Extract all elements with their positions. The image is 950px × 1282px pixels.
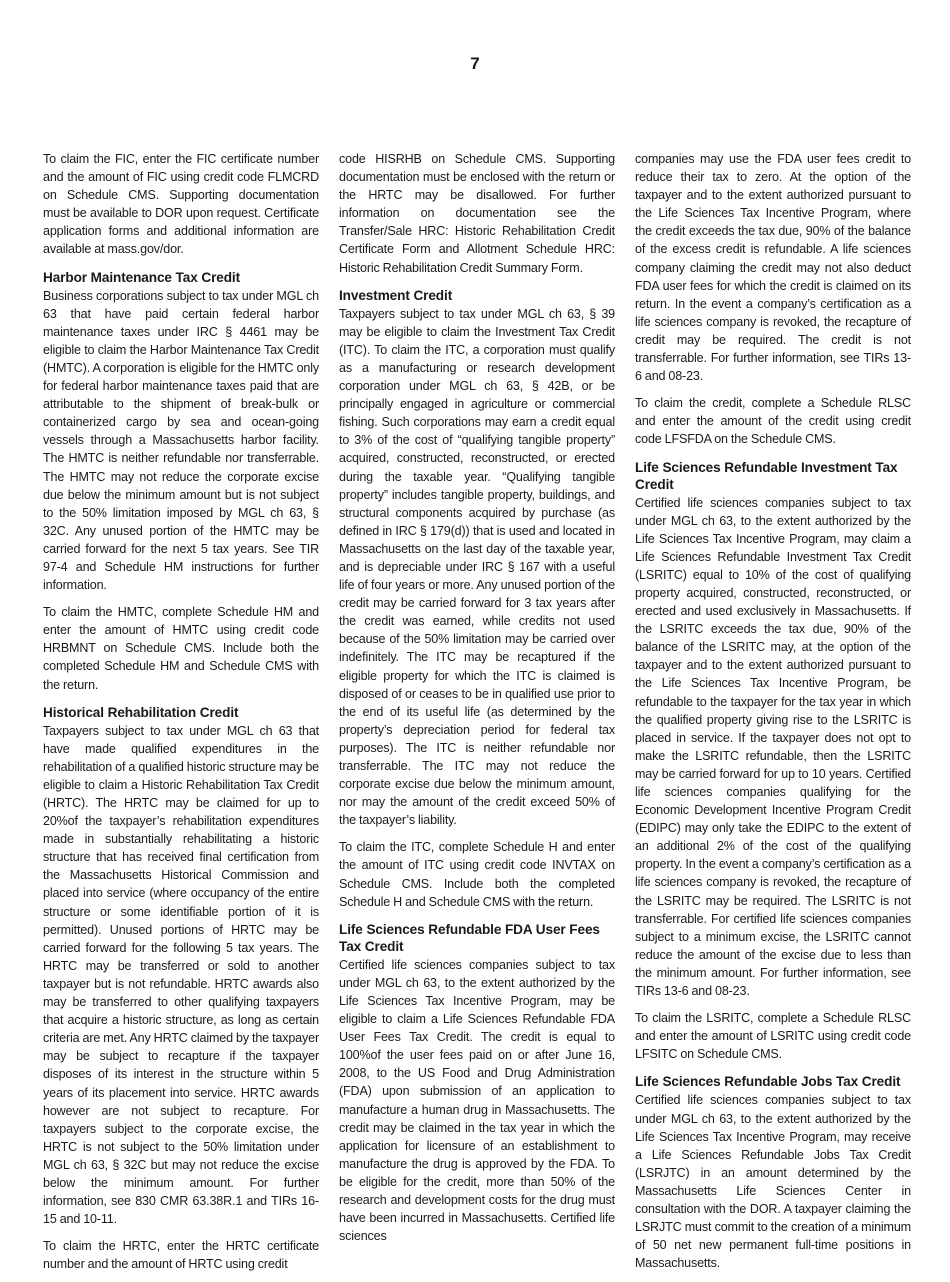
paragraph: code HISRHB on Schedule CMS. Supporting documentation must be enclosed with the return or the HRTC may be disallowed. For further information on documentation see the Transfer/Sale HRC: Historic Rehabilitation Credit Certificate Form and Allotment Schedule HRC: Historic Rehabilitation Credit Summary Form. (339, 152, 615, 275)
column-2 (339, 150, 615, 1254)
page-number: 7 (470, 54, 480, 73)
paragraph: To claim the HRTC, enter the HRTC certificate number and the amount of HRTC using credit (43, 1239, 319, 1272)
paragraph: Certified life sciences companies subject to tax under MGL ch 63, to the extent authorized by the Life Sciences Tax Incentive Program, may claim a Life Sciences Refundable Investment Tax Credit (LSRITC) equal to 10% of the cost of qualifying property acquired, constructed, reconstructed, or erected and used exclusively in Massachusetts. If the LSRITC exceeds the tax due, 90% of the balance of the LSRITC may, at the option of the taxpayer and to the extent authorized pursuant to the Life Sciences Tax Incentive Program, be refundable to the taxpayer for the tax year in which the qualified property giving rise to the LSRITC is placed in service. If the taxpayer does not opt to make the LSRITC refundable, then the LSRITC may be carried forward for up to 10 years. Certified life sciences companies qualifying for the Economic Development Incentive Program Credit (EDIPC) may only take the EDIPC to the extent of an additional 2% of the cost of the qualifying property. In the event a company’s certification as a life sciences company is revoked, the recapture of the LSRITC may be required. The LSRITC is not transferrable. For certified life sciences companies subject to a minimum excise, the LSRITC cannot reduce the amount of the excise due to less than the minimum amount. For further information, see TIRs 13-6 and 08-23. (635, 495, 911, 999)
paragraph: Certified life sciences companies subject to tax under MGL ch 63, to the extent authorized by the Life Sciences Tax Incentive Program, may be eligible to claim a Life Sciences Refundable FDA User Fees Tax Credit. The credit is equal to 100%of the user fees paid on or after June 16, 2008, to the US Food and Drug Administration (FDA) upon submission of an application to manufacture a human drug in Massachusetts. The credit may be claimed in the tax year in which the application for licensure of an establishment to manufacture the drug is approved by the FDA. To be eligible for the credit, more than 50% of the research and development costs for the drug must have been incurred in Massachusetts. Certified life sciences (339, 957, 615, 1244)
paragraph: Certified life sciences companies subject to tax under MGL ch 63, to the extent authorized by the Life Sciences Tax Incentive Program, may receive a Life Sciences Refundable Jobs Tax Credit (LSRJTC) in an amount determined by the Massachusetts Life Sciences Center in consultation with the DOR. A taxpayer claiming the LSRJTC must commit to the creation of a minimum of 50 net new permanent full-time positions in Massachusetts. (635, 1093, 911, 1271)
column-1 (43, 150, 319, 1282)
section-heading: Harbor Maintenance Tax Credit (43, 269, 241, 285)
paragraph: To claim the credit, complete a Schedule RLSC and enter the amount of the credit using credit code LFSFDA on the Schedule CMS. (635, 396, 911, 447)
section-heading: Life Sciences Refundable Jobs Tax Credit (635, 1074, 901, 1090)
column-3 (635, 150, 911, 1281)
paragraph: To claim the HMTC, complete Schedule HM and enter the amount of HMTC using credit code HRBMNT on Schedule CMS. Include both the completed Schedule HM and Schedule CMS with the return. (43, 605, 319, 692)
section-heading: Life Sciences Refundable Investment Tax Credit (635, 459, 898, 492)
section-heading: Investment Credit (339, 287, 453, 303)
paragraph: companies may use the FDA user fees credit to reduce their tax to zero. At the option of the taxpayer and to the extent authorized pursuant to the Life Sciences Tax Incentive Program, where the credit exceeds the tax due, 90% of the balance of the excess credit is refundable. A life sciences company claiming the credit may not also deduct FDA user fees for which the credit is claimed on its return. In the event a company’s certification as a life sciences company is revoked, the recapture of credit may be required. The credit is not transferrable. For further information, see TIRs 13-6 and 08-23. (635, 152, 911, 384)
paragraph: To claim the ITC, complete Schedule H and enter the amount of ITC using credit code INVTAX on Schedule CMS. Include both the completed Schedule H and Schedule CMS with the return. (339, 840, 615, 909)
paragraph: To claim the FIC, enter the FIC certificate number and the amount of FIC using credit code FLMCRD on Schedule CMS. Supporting documentation must be available to DOR upon request. Certificate application forms and additional information are available at mass.gov/dor. (43, 152, 319, 257)
paragraph: Taxpayers subject to tax under MGL ch 63 that have made qualified expenditures in the rehabilitation of a qualified historic structure may be eligible to claim a Historic Rehabilitation Tax Credit (HRTC). The HRTC may be claimed for up to 20%of the taxpayer’s rehabilitation expenditures made in substantially rehabilitating a historic structure that has received final certification from the Massachusetts Historical Commission and placed into service (where occupancy of the entire structure or some identifiable portion of it is permitted). Unused portions of HRTC may be carried forward for the following 5 tax years. The HRTC may be transferred or sold to another taxpayer but is not refundable. HRTC awards also may be transferred to other qualifying taxpayers that acquire a historic structure, as long as certain criteria are met. Any HRTC claimed by the taxpayer may be subject to recapture if the taxpayer disposes of its interest in the structure within 5 years of its placement into service. HRTC awards however are not subject to recapture. For taxpayers subject to the corporate excise, the HRTC is not subject to the 50% limitation under MGL ch 63, § 32C but may not reduce the excise below the minimum amount. For further information, see 830 CMR 63.38R.1 and TIRs 16-15 and 10-11. (43, 723, 319, 1227)
section-heading: Life Sciences Refundable FDA User Fees Tax Credit (339, 921, 600, 954)
paragraph: To claim the LSRITC, complete a Schedule RLSC and enter the amount of LSRITC using credit code LFSITC on Schedule CMS. (635, 1011, 911, 1062)
section-heading: Historical Rehabilitation Credit (43, 704, 239, 720)
paragraph: Taxpayers subject to tax under MGL ch 63, § 39 may be eligible to claim the Investment Tax Credit (ITC). To claim the ITC, a corporation must qualify as a manufacturing or research development corporation under MGL ch 63, § 42B, or be principally engaged in agriculture or commercial fishing. Such corporations may earn a credit equal to 3% of the cost of “qualifying tangible property” acquired, constructed, reconstructed, or erected during the taxable year. “Qualifying tangible property” includes tangible property, buildings, and structural components acquired by purchase (as defined in IRC § 179(d)) that is used and located in Massachusetts on the last day of the taxable year, and is depreciable under IRC § 167 with a useful life of four years or more. Any unused portion of the credit may be carried forward for 3 tax years after the credit was earned, while credits not used because of the 50% limitation may be carried over indefinitely. The ITC may be recaptured if the eligible property for which the ITC is claimed is disposed of or ceases to be in qualified use prior to the end of its useful life (as determined by the property’s depreciation period for federal tax purposes). The ITC is neither refundable nor transferrable. The ITC may not reduce the corporate excise due below the minimum amount, nor may the amount of the credit exceed 50% of the taxpayer’s liability. (339, 306, 615, 828)
paragraph: Business corporations subject to tax under MGL ch 63 that have paid certain federal harbor maintenance taxes under IRC § 4461 may be eligible to claim the Harbor Maintenance Tax Credit (HMTC). A corporation is eligible for the HMTC only for federal harbor maintenance taxes paid that are attributable to the shipment of break-bulk or containerized cargo by sea and ocean-going vessels through a Massachusetts harbor facility. The HMTC is neither refundable nor transferrable. The HMTC may not reduce the corporate excise due below the minimum amount but is not subject to the 50% limitation imposed by MGL ch 63, § 32C. Any unused portion of the HMTC may be carried forward for the next 5 tax years. See TIR 97-4 and Schedule HM instructions for further information. (43, 288, 319, 593)
